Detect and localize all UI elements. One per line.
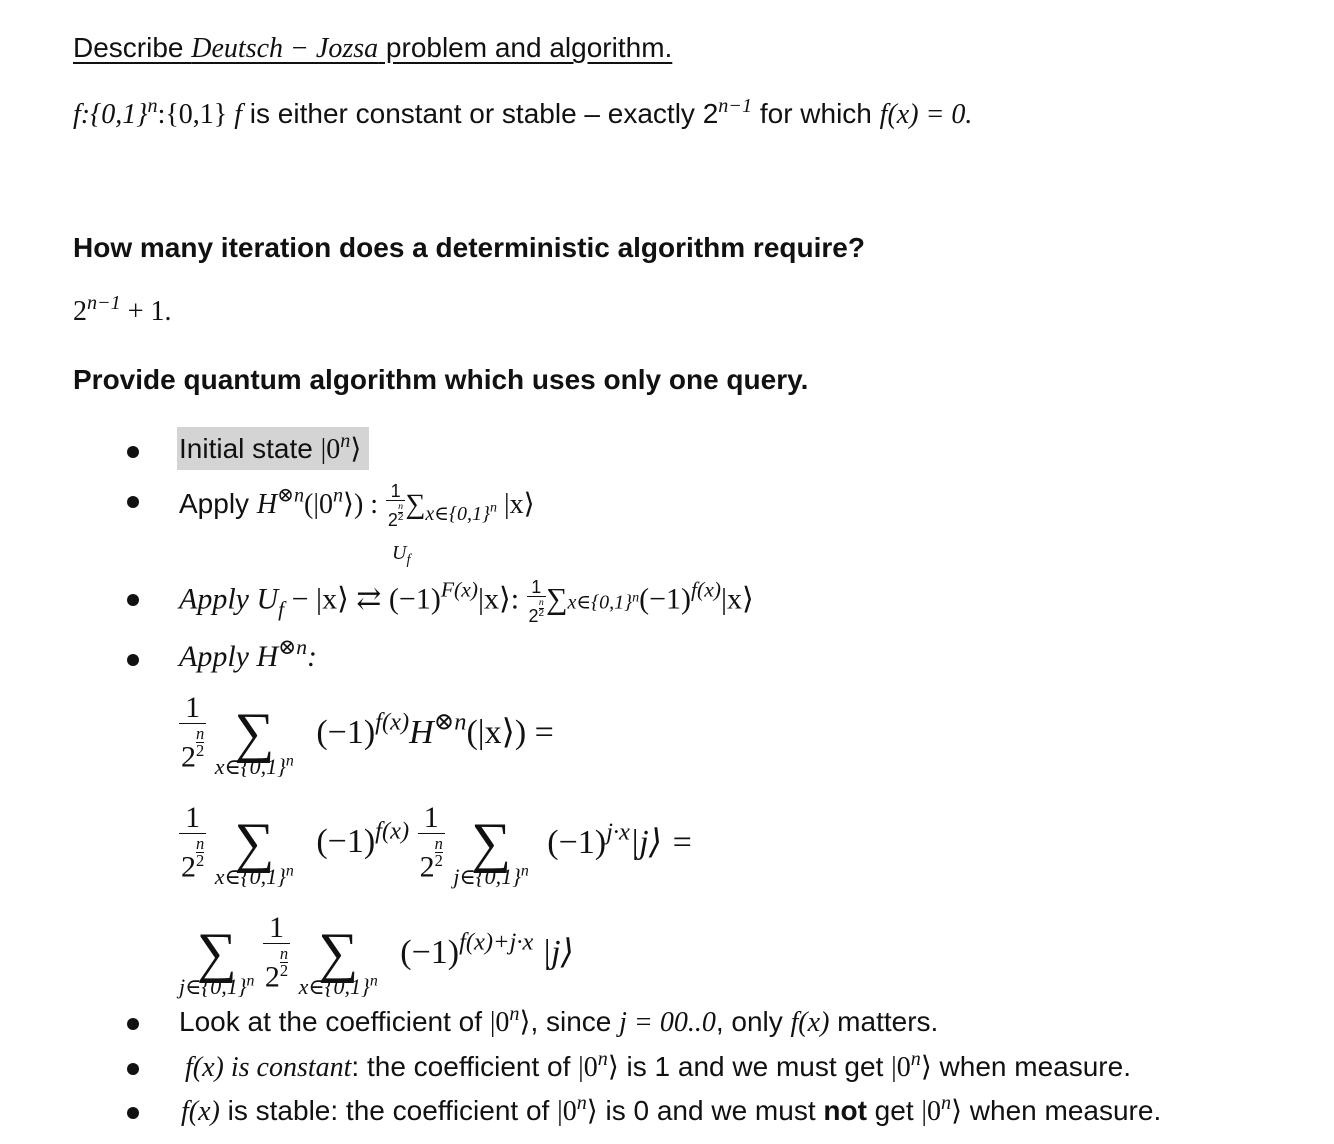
summation: ∑ $x\in\{0,1\}^n$ xyxy=(214,812,294,890)
answer-deterministic: $2^{n-1} + 1$. xyxy=(73,291,172,327)
summation: ∑ $x\in\{0,1\}^n$ xyxy=(214,702,294,780)
step-stable-case: f(x) is stable: the coefficient of |0$^n$⟩ is 0 and we must not get |0$^n$⟩ when measure. xyxy=(181,1091,1162,1127)
summation: ∑ $x\in\{0,1\}^n$ xyxy=(298,922,378,1000)
equation-3: ∑ $j\in\{0,1\}^n$ 1 2 $\frac{n}{2}$ ∑ $x\in\{0,1\}^n$ $(-1)^{f(x)+j\cdot x}$ |j⟩ xyxy=(179,910,574,1000)
problem-name: Deutsch − Jozsa xyxy=(191,33,379,64)
equation-2: 1 2 $\frac{n}{2}$ ∑ $x\in\{0,1\}^n$ $(-1)^{f(x)}$ 1 2 $\frac{n}{2}$ ∑ $j\in\{0,1\}^n$ $(-1)^{j\cdot x}|j⟩$ = xyxy=(181,800,694,890)
fraction: 1 2 $\frac{n}{2}$ xyxy=(181,690,205,773)
question-deterministic: How many iteration does a deterministic algorithm require? xyxy=(73,232,865,263)
bullet xyxy=(127,1107,139,1119)
fraction: 1 2 $\frac{n}{2}$ xyxy=(528,577,545,626)
step-constant-case: f(x) is constant: the coefficient of |0$^n$⟩ is 1 and we must get |0$^n$⟩ when measure. xyxy=(185,1047,1131,1083)
equation-1: 1 2 $\frac{n}{2}$ ∑ $x\in\{0,1\}^n$ $(-1)^{f(x)}H^{\otimes n}(|x⟩)$ = xyxy=(181,690,554,780)
step-apply-oracle: Apply $U_f$ − |x⟩ ⇄ $(-1)^{F(x)}|x⟩$: 1 2 $\frac{n}{2}$ $\sum x\in\{0,1\}^n(-1)^{f(x)}|x⟩$ xyxy=(179,577,754,626)
bullet xyxy=(127,654,139,666)
question-quantum: Provide quantum algorithm which uses only one query. xyxy=(73,364,809,395)
fraction: 1 2 $\frac{n}{2}$ xyxy=(264,910,289,993)
bullet xyxy=(127,446,139,458)
step-look-coefficient: Look at the coefficient of |0$^n$⟩, since j = 00..0, only f(x) matters. xyxy=(179,1002,939,1038)
bullet xyxy=(127,594,139,606)
bullet xyxy=(127,1063,139,1075)
arrow-label: $U_f$ xyxy=(392,542,411,569)
bullet xyxy=(127,496,139,508)
step-apply-hadamard: Apply $H^{\otimes n}(|0^n⟩)$ : 1 2 $\frac{n}{2}$ $\sum_{x\in\{0,1\}}n$ |x⟩ xyxy=(179,481,535,530)
fraction: 1 2 $\frac{n}{2}$ xyxy=(387,481,404,530)
step-initial-state: Initial state |0$^n$⟩ xyxy=(179,432,369,466)
fraction: 1 2 $\frac{n}{2}$ xyxy=(419,800,443,883)
page-title: Describe Deutsch − Jozsa problem and algorithm. xyxy=(73,32,673,64)
summation: ∑ $j\in\{0,1\}^n$ xyxy=(179,922,255,1000)
step-apply-hadamard-again: Apply $H^{\otimes n}$: xyxy=(179,635,318,673)
bullet xyxy=(127,1018,139,1030)
definition-line: $f:\{0,1\}^n:\{0,1\}$ f is either constant or stable – exactly $2^{n-1}$ for which f(x) = 0. xyxy=(73,94,973,130)
summation: ∑ $j\in\{0,1\}^n$ xyxy=(453,812,529,890)
fraction: 1 2 $\frac{n}{2}$ xyxy=(181,800,205,883)
